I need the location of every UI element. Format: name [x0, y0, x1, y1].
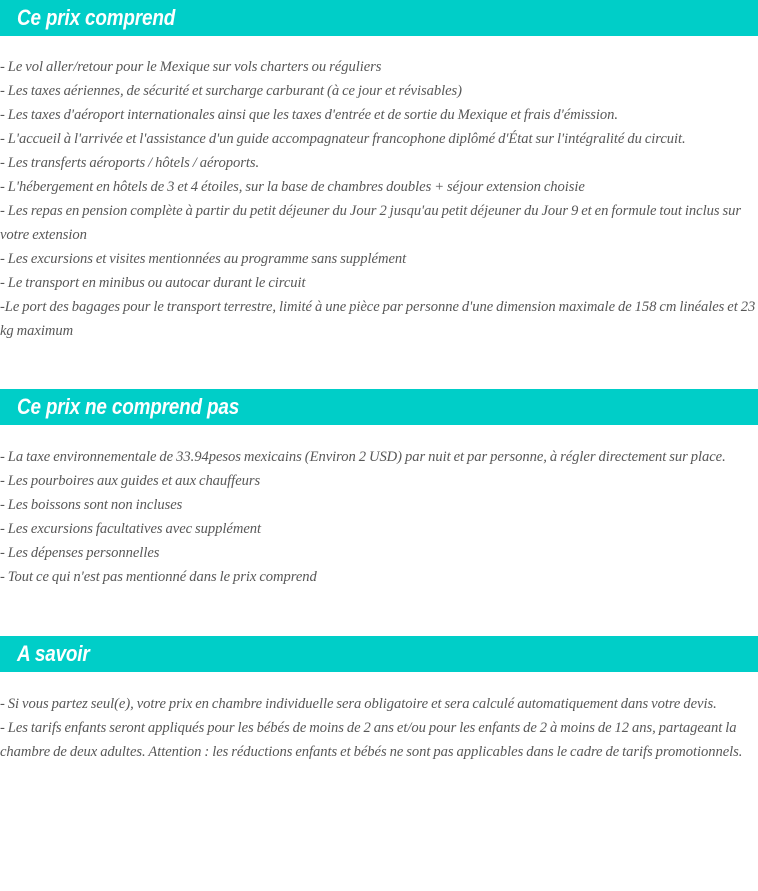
section-title-good-to-know: A savoir — [17, 641, 90, 666]
list-item: - Les excursions facultatives avec supplément — [0, 521, 262, 537]
section-header-good-to-know — [0, 636, 758, 672]
list-item: - Les transferts aéroports / hôtels / aéroports. — [0, 155, 260, 171]
list-item: - Tout ce qui n'est pas mentionné dans le prix comprend — [0, 569, 317, 585]
list-item: - Les dépenses personnelles — [0, 545, 160, 561]
section-body-good-to-know — [0, 692, 758, 764]
list-item: - Les boissons sont non incluses — [0, 497, 183, 513]
list-item: - Le vol aller/retour pour le Mexique sur vols charters ou réguliers — [0, 59, 382, 75]
spacer — [0, 36, 758, 55]
list-item: - L'hébergement en hôtels de 3 et 4 étoiles, sur la base de chambres doubles + séjour extension choisie — [0, 179, 585, 195]
list-item: - Les taxes d'aéroport internationales ainsi que les taxes d'entrée et de sortie du Mexique et frais d'émission. — [0, 107, 619, 123]
list-item: - Les taxes aériennes, de sécurité et surcharge carburant (à ce jour et révisables) — [0, 83, 462, 99]
section-body-not-included — [0, 445, 758, 589]
list-item: - Le transport en minibus ou autocar durant le circuit — [0, 275, 306, 291]
spacer — [0, 425, 758, 445]
section-header-not-included — [0, 389, 758, 425]
spacer — [0, 589, 758, 636]
list-item: - Les pourboires aux guides et aux chauffeurs — [0, 473, 261, 489]
spacer — [0, 343, 758, 389]
list-item: - Les tarifs enfants seront appliqués pour les bébés de moins de 2 ans et/ou pour les enfants de 2 à moins de 12 ans, partageant la chambre de deux adultes. Attention : les réductions enfants et bébés ne sont pas applicables dans le cadre de tarifs promotionnels. — [0, 720, 743, 760]
list-item: - Les repas en pension complète à partir du petit déjeuner du Jour 2 jusqu'au petit déjeuner du Jour 9 et en formule tout inclus sur votre extension — [0, 203, 741, 243]
list-item: - Les excursions et visites mentionnées au programme sans supplément — [0, 251, 407, 267]
section-body-included — [0, 55, 758, 343]
list-item: - L'accueil à l'arrivée et l'assistance d'un guide accompagnateur francophone diplômé d'État sur l'intégralité du circuit. — [0, 131, 686, 147]
section-title-not-included: Ce prix ne comprend pas — [17, 394, 240, 419]
section-title-included: Ce prix comprend — [17, 5, 176, 30]
section-header-included — [0, 0, 758, 36]
spacer — [0, 672, 758, 692]
list-item: -Le port des bagages pour le transport terrestre, limité à une pièce par personne d'une dimension maximale de 158 cm linéales et 23 kg maximum — [0, 299, 756, 339]
list-item: - La taxe environnementale de 33.94pesos mexicains (Environ 2 USD) par nuit et par personne, à régler directement sur place. — [0, 449, 726, 465]
list-item: - Si vous partez seul(e), votre prix en chambre individuelle sera obligatoire et sera calculé automatiquement dans votre devis. — [0, 696, 717, 712]
